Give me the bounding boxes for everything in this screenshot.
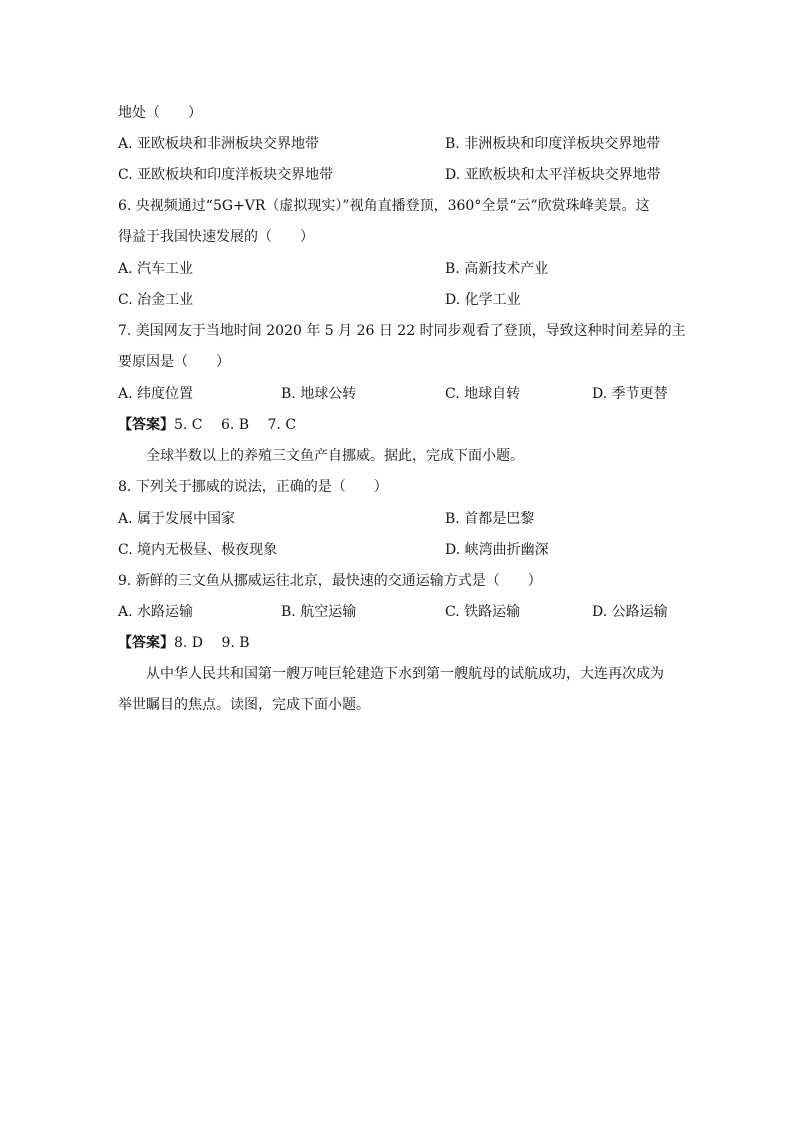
- q9-option-c: C. 铁路运输: [445, 604, 521, 620]
- q6-option-b: B. 高新技术产业: [445, 261, 549, 277]
- q5-option-a: A. 亚欧板块和非洲板块交界地带: [118, 136, 320, 152]
- q6-option-c: C. 冶金工业: [118, 292, 194, 308]
- q8-option-c: C. 境内无极昼、极夜现象: [118, 542, 278, 558]
- q6-stem-line1: 6. 央视频通过“5G+VR（虚拟现实）”视角直播登顶，360°全景“云”欣赏珠峰美景。这: [118, 198, 650, 214]
- q6-stem-line2: 得益于我国快速发展的（ ）: [118, 229, 314, 245]
- q8-option-d: D. 峡湾曲折幽深: [445, 542, 549, 558]
- q7-stem-line1: 7. 美国网友于当地时间 2020 年 5 月 26 日 22 时同步观看了登顶，导致这种时间差异的主: [118, 323, 686, 339]
- document-page: [118, 0, 686, 1123]
- answer-block-1: [118, 415, 296, 435]
- q5-continuation: 地处（ ）: [118, 105, 202, 121]
- answer-label: 【答案】: [118, 417, 174, 433]
- q5-option-d: D. 亚欧板块和太平洋板块交界地带: [445, 167, 661, 183]
- q9-stem: 9. 新鲜的三文鱼从挪威运往北京，最快速的交通运输方式是（ ）: [118, 573, 542, 589]
- answer-values: 5. C 6. B 7. C: [174, 417, 297, 433]
- intro-paragraph-2: 全球半数以上的养殖三文鱼产自挪威。据此，完成下面小题。: [146, 448, 524, 464]
- intro-paragraph-3-line2: 举世瞩目的焦点。读图，完成下面小题。: [118, 697, 370, 713]
- q9-option-b: B. 航空运输: [281, 604, 357, 620]
- q7-option-b: B. 地球公转: [281, 386, 357, 402]
- answer-label: 【答案】: [118, 635, 174, 651]
- q7-option-d: D. 季节更替: [592, 386, 668, 402]
- intro-paragraph-3-line1: 从中华人民共和国第一艘万吨巨轮建造下水到第一艘航母的试航成功，大连再次成为: [146, 666, 664, 682]
- q9-option-a: A. 水路运输: [118, 604, 194, 620]
- q6-option-a: A. 汽车工业: [118, 261, 194, 277]
- answer-block-2: [118, 633, 250, 653]
- answer-values: 8. D 9. B: [174, 635, 250, 651]
- q9-option-d: D. 公路运输: [592, 604, 668, 620]
- q8-stem: 8. 下列关于挪威的说法，正确的是（ ）: [118, 479, 388, 495]
- q7-option-c: C. 地球自转: [445, 386, 521, 402]
- q5-option-c: C. 亚欧板块和印度洋板块交界地带: [118, 167, 334, 183]
- q8-option-a: A. 属于发展中国家: [118, 511, 236, 527]
- q7-option-a: A. 纬度位置: [118, 386, 194, 402]
- q8-option-b: B. 首都是巴黎: [445, 511, 535, 527]
- q6-option-d: D. 化学工业: [445, 292, 521, 308]
- q5-option-b: B. 非洲板块和印度洋板块交界地带: [445, 136, 661, 152]
- q7-stem-line2: 要原因是（ ）: [118, 354, 230, 370]
